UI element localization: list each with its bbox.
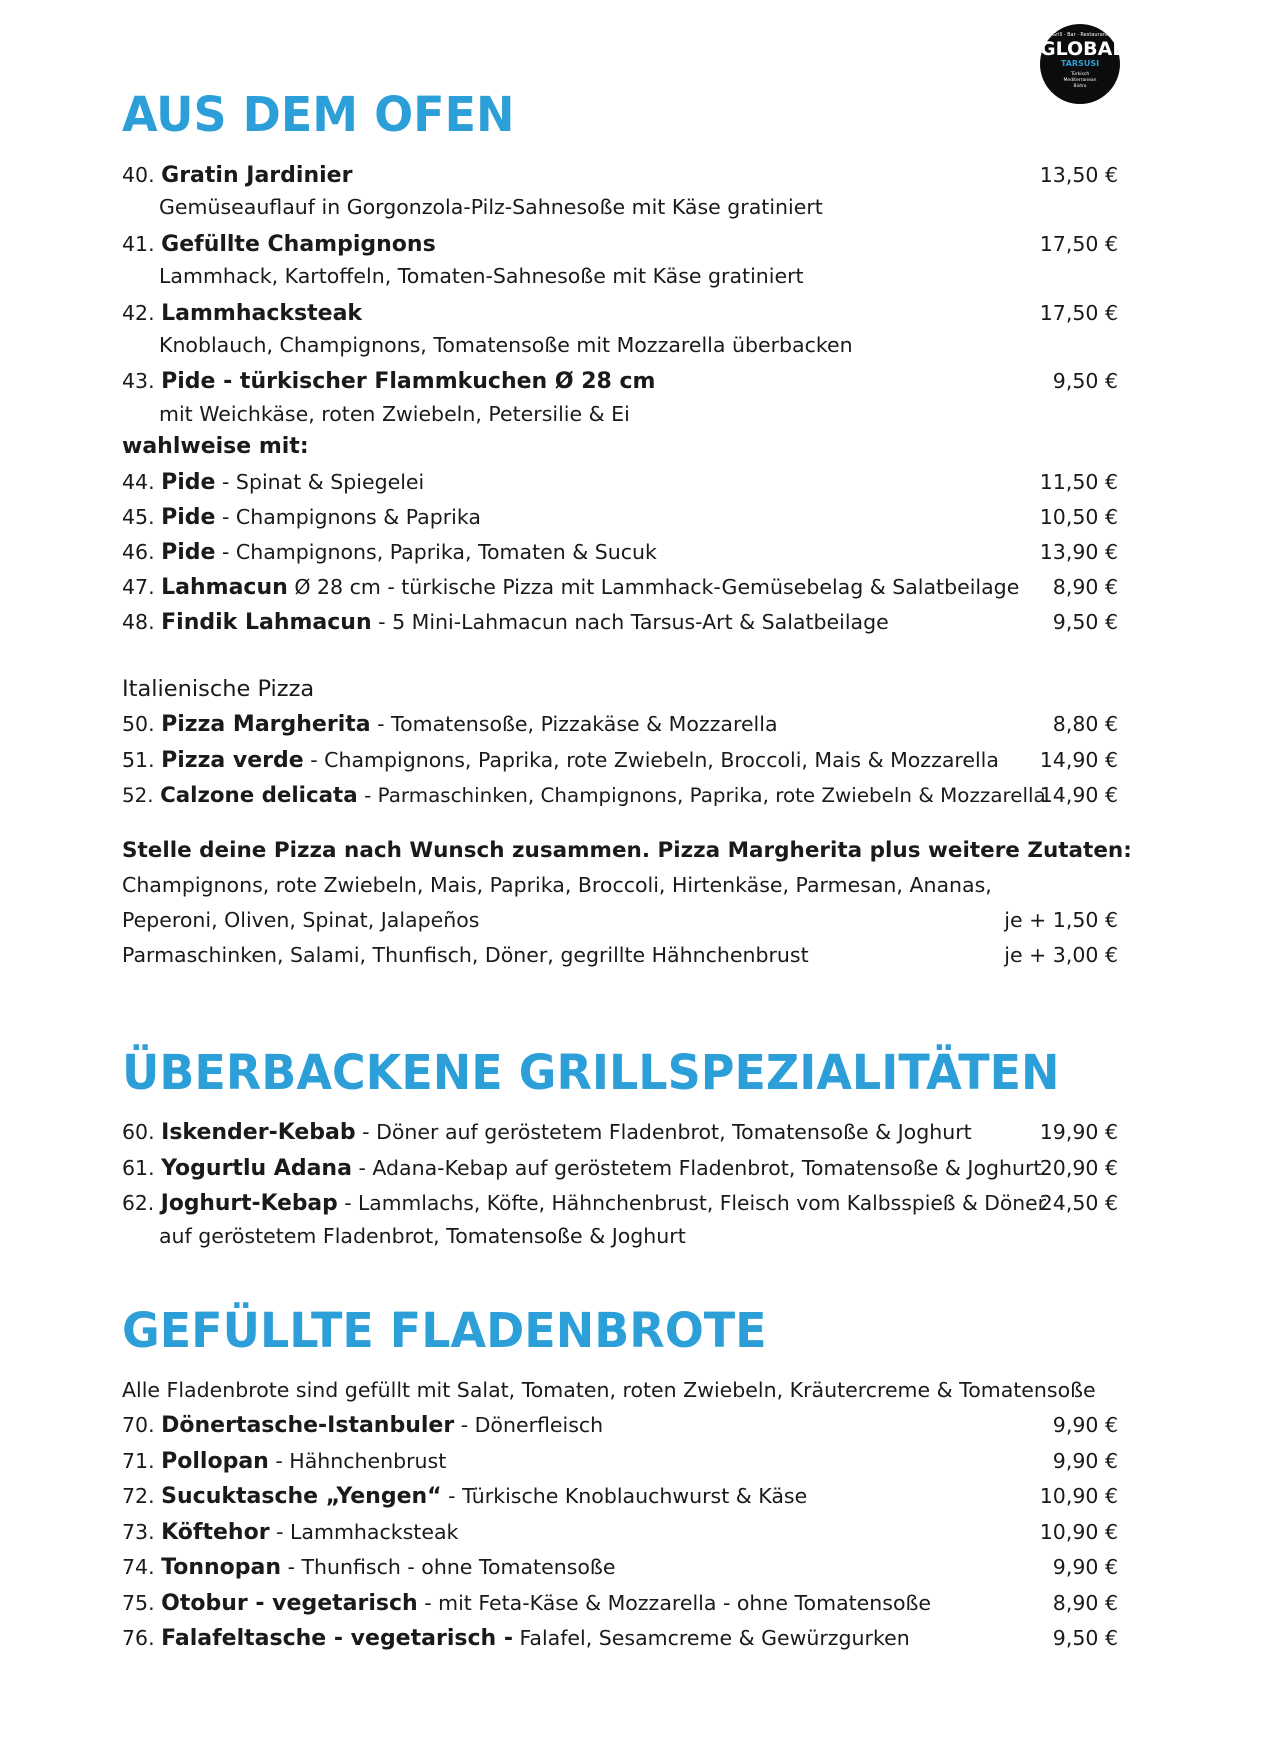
item-name: Pide - türkischer Flammkuchen Ø 28 cm <box>161 369 656 394</box>
menu-item-62 <box>122 1186 1118 1220</box>
section-title-ofen: AUS DEM OFEN <box>122 86 515 143</box>
item-number: 74. <box>122 1555 155 1579</box>
fladen-intro: Alle Fladenbrote sind gefüllt mit Salat, Tomaten, roten Zwiebeln, Kräutercreme & Tomatensoße <box>122 1378 1096 1402</box>
item-price: 20,90 € <box>1039 1156 1118 1180</box>
item-number: 71. <box>122 1449 155 1473</box>
menu-item-45 <box>122 500 1118 534</box>
item-description: - Parmaschinken, Champignons, Paprika, rote Zwiebeln & Mozzarella <box>364 784 1046 807</box>
item-number: 75. <box>122 1591 155 1615</box>
item-description: - Dönerfleisch <box>460 1413 604 1437</box>
item-description: - Thunfisch - ohne Tomatensoße <box>287 1555 616 1579</box>
item-name: Pizza Margherita <box>161 712 371 737</box>
menu-item-74 <box>122 1550 1118 1584</box>
item-number: 42. <box>122 301 155 325</box>
logo-sub-text: TARSUSI <box>1060 59 1100 68</box>
item-price: 13,50 € <box>1039 163 1118 187</box>
custom-pizza-toppings-3: Parmaschinken, Salami, Thunfisch, Döner, gegrillte Hähnchenbrust <box>122 943 809 967</box>
item-description: - mit Feta-Käse & Mozzarella - ohne Tomatensoße <box>424 1591 932 1615</box>
menu-item-44 <box>122 465 1118 499</box>
item-description: Lammhack, Kartoffeln, Tomaten-Sahnesoße mit Käse gratiniert <box>159 264 804 288</box>
logo-bottom-text-2: Mediterranean <box>1063 78 1097 83</box>
menu-item-60 <box>122 1115 1118 1149</box>
item-price: 9,90 € <box>1052 1555 1118 1579</box>
menu-item-73 <box>122 1515 1118 1549</box>
item-name: Pizza verde <box>161 748 304 773</box>
item-description: - Adana-Kebap auf geröstetem Fladenbrot, Tomatensoße & Joghurt <box>358 1156 1042 1180</box>
item-description-continued: auf geröstetem Fladenbrot, Tomatensoße & Joghurt <box>159 1224 686 1248</box>
item-price: 13,90 € <box>1039 540 1118 564</box>
item-description: - Spinat & Spiegelei <box>222 470 425 494</box>
item-name: Joghurt-Kebap <box>160 1191 338 1216</box>
item-price: 9,50 € <box>1052 369 1118 393</box>
menu-item-52 <box>122 778 1118 812</box>
item-number: 61. <box>122 1156 155 1180</box>
item-description: - Champignons, Paprika, rote Zwiebeln, Broccoli, Mais & Mozzarella <box>310 748 999 772</box>
item-name: Köftehor <box>161 1520 270 1545</box>
item-name: Gefüllte Champignons <box>161 232 436 257</box>
item-description: - Lammhacksteak <box>276 1520 459 1544</box>
menu-item-42 <box>122 296 1118 330</box>
item-name: Findik Lahmacun <box>161 610 372 635</box>
item-price: 19,90 € <box>1039 1120 1118 1144</box>
logo-main-text: GLOBAL <box>1040 38 1125 60</box>
menu-item-41 <box>122 227 1118 261</box>
item-description: Gemüseauflauf in Gorgonzola-Pilz-Sahnesoße mit Käse gratiniert <box>159 195 823 219</box>
item-price: 9,50 € <box>1052 610 1118 634</box>
item-price: 10,90 € <box>1039 1520 1118 1544</box>
menu-item-51 <box>122 743 1118 777</box>
menu-item-43 <box>122 364 1118 398</box>
item-number: 48. <box>122 610 155 634</box>
menu-item-50 <box>122 707 1118 741</box>
item-description: - Champignons, Paprika, Tomaten & Sucuk <box>222 540 657 564</box>
section-title-grill: ÜBERBACKENE GRILLSPEZIALITÄTEN <box>122 1044 1060 1101</box>
item-name: Falafeltasche - vegetarisch - <box>161 1626 513 1651</box>
menu-item-75 <box>122 1586 1118 1620</box>
custom-pizza-price-3: je + 3,00 € <box>1004 943 1118 967</box>
item-number: 72. <box>122 1484 155 1508</box>
item-price: 10,90 € <box>1039 1484 1118 1508</box>
item-price: 9,90 € <box>1052 1449 1118 1473</box>
item-number: 62. <box>122 1191 155 1215</box>
menu-item-40 <box>122 158 1118 192</box>
menu-item-70 <box>122 1408 1118 1442</box>
item-name: Iskender-Kebab <box>161 1120 356 1145</box>
custom-pizza-heading: Stelle deine Pizza nach Wunsch zusammen. Pizza Margherita plus weitere Zutaten: <box>122 838 1132 863</box>
item-number: 76. <box>122 1626 155 1650</box>
menu-item-46 <box>122 535 1118 569</box>
custom-pizza-price-2: je + 1,50 € <box>1004 908 1118 932</box>
item-description: Ø 28 cm - türkische Pizza mit Lammhack-Gemüsebelag & Salatbeilage <box>294 575 1020 599</box>
item-name: Pide <box>161 540 216 565</box>
wahlweise-label: wahlweise mit: <box>122 434 309 459</box>
item-number: 60. <box>122 1120 155 1144</box>
menu-item-61 <box>122 1151 1118 1185</box>
item-description: - Hähnchenbrust <box>275 1449 447 1473</box>
item-description: Falafel, Sesamcreme & Gewürzgurken <box>519 1626 910 1650</box>
item-number: 47. <box>122 575 155 599</box>
item-description: - Döner auf geröstetem Fladenbrot, Tomatensoße & Joghurt <box>362 1120 972 1144</box>
custom-pizza-row-3 <box>122 938 1118 972</box>
item-number: 46. <box>122 540 155 564</box>
item-number: 44. <box>122 470 155 494</box>
item-description: - Tomatensoße, Pizzakäse & Mozzarella <box>377 712 778 736</box>
logo-bottom-text-1: Türkisch <box>1070 72 1090 77</box>
item-price: 9,90 € <box>1052 1413 1118 1437</box>
item-number: 73. <box>122 1520 155 1544</box>
item-description: - Lammlachs, Köfte, Hähnchenbrust, Fleisch vom Kalbsspieß & Döner <box>344 1191 1046 1215</box>
menu-item-72 <box>122 1479 1118 1513</box>
menu-item-47 <box>122 570 1118 604</box>
custom-pizza-toppings-2: Peperoni, Oliven, Spinat, Jalapeños <box>122 908 480 932</box>
restaurant-logo <box>1040 24 1125 104</box>
logo-top-text: Grill · Bar · Restaurant <box>1052 32 1108 38</box>
item-price: 8,90 € <box>1052 1591 1118 1615</box>
item-number: 40. <box>122 163 155 187</box>
item-number: 41. <box>122 232 155 256</box>
item-name: Otobur - vegetarisch <box>161 1591 418 1616</box>
item-description: mit Weichkäse, roten Zwiebeln, Petersilie & Ei <box>159 402 630 426</box>
item-name: Lammhacksteak <box>161 301 363 326</box>
item-name: Sucuktasche „Yengen“ <box>161 1484 442 1509</box>
item-number: 70. <box>122 1413 155 1437</box>
item-description: - Champignons & Paprika <box>222 505 481 529</box>
item-price: 14,90 € <box>1039 783 1118 807</box>
pizza-heading: Italienische Pizza <box>122 676 315 702</box>
item-description: - Türkische Knoblauchwurst & Käse <box>448 1484 808 1508</box>
item-price: 11,50 € <box>1039 470 1118 494</box>
item-name: Lahmacun <box>161 575 288 600</box>
section-title-fladen: GEFÜLLTE FLADENBROTE <box>122 1302 767 1359</box>
item-price: 14,90 € <box>1039 748 1118 772</box>
logo-bottom-text-3: Bistro <box>1073 84 1087 89</box>
item-name: Pide <box>161 505 216 530</box>
item-name: Gratin Jardinier <box>161 163 353 188</box>
item-price: 17,50 € <box>1039 301 1118 325</box>
menu-item-76 <box>122 1621 1118 1655</box>
item-name: Pollopan <box>161 1449 269 1474</box>
item-description: Knoblauch, Champignons, Tomatensoße mit Mozzarella überbacken <box>159 333 853 357</box>
item-name: Pide <box>161 470 216 495</box>
item-number: 52. <box>122 784 154 807</box>
item-number: 45. <box>122 505 155 529</box>
item-number: 43. <box>122 369 155 393</box>
item-name: Tonnopan <box>161 1555 282 1580</box>
item-price: 8,90 € <box>1052 575 1118 599</box>
item-price: 17,50 € <box>1039 232 1118 256</box>
item-price: 24,50 € <box>1039 1191 1118 1215</box>
item-number: 50. <box>122 712 155 736</box>
item-price: 8,80 € <box>1052 712 1118 736</box>
item-description: - 5 Mini-Lahmacun nach Tarsus-Art & Salatbeilage <box>378 610 889 634</box>
custom-pizza-row-2 <box>122 903 1118 937</box>
custom-pizza-toppings-1: Champignons, rote Zwiebeln, Mais, Paprika, Broccoli, Hirtenkäse, Parmesan, Ananas, <box>122 873 992 897</box>
item-name: Yogurtlu Adana <box>161 1156 352 1181</box>
item-price: 10,50 € <box>1039 505 1118 529</box>
menu-item-71 <box>122 1444 1118 1478</box>
item-number: 51. <box>122 748 155 772</box>
item-price: 9,50 € <box>1052 1626 1118 1650</box>
item-name: Calzone delicata <box>160 783 358 808</box>
item-name: Dönertasche-Istanbuler <box>161 1413 455 1438</box>
menu-item-48 <box>122 605 1118 639</box>
